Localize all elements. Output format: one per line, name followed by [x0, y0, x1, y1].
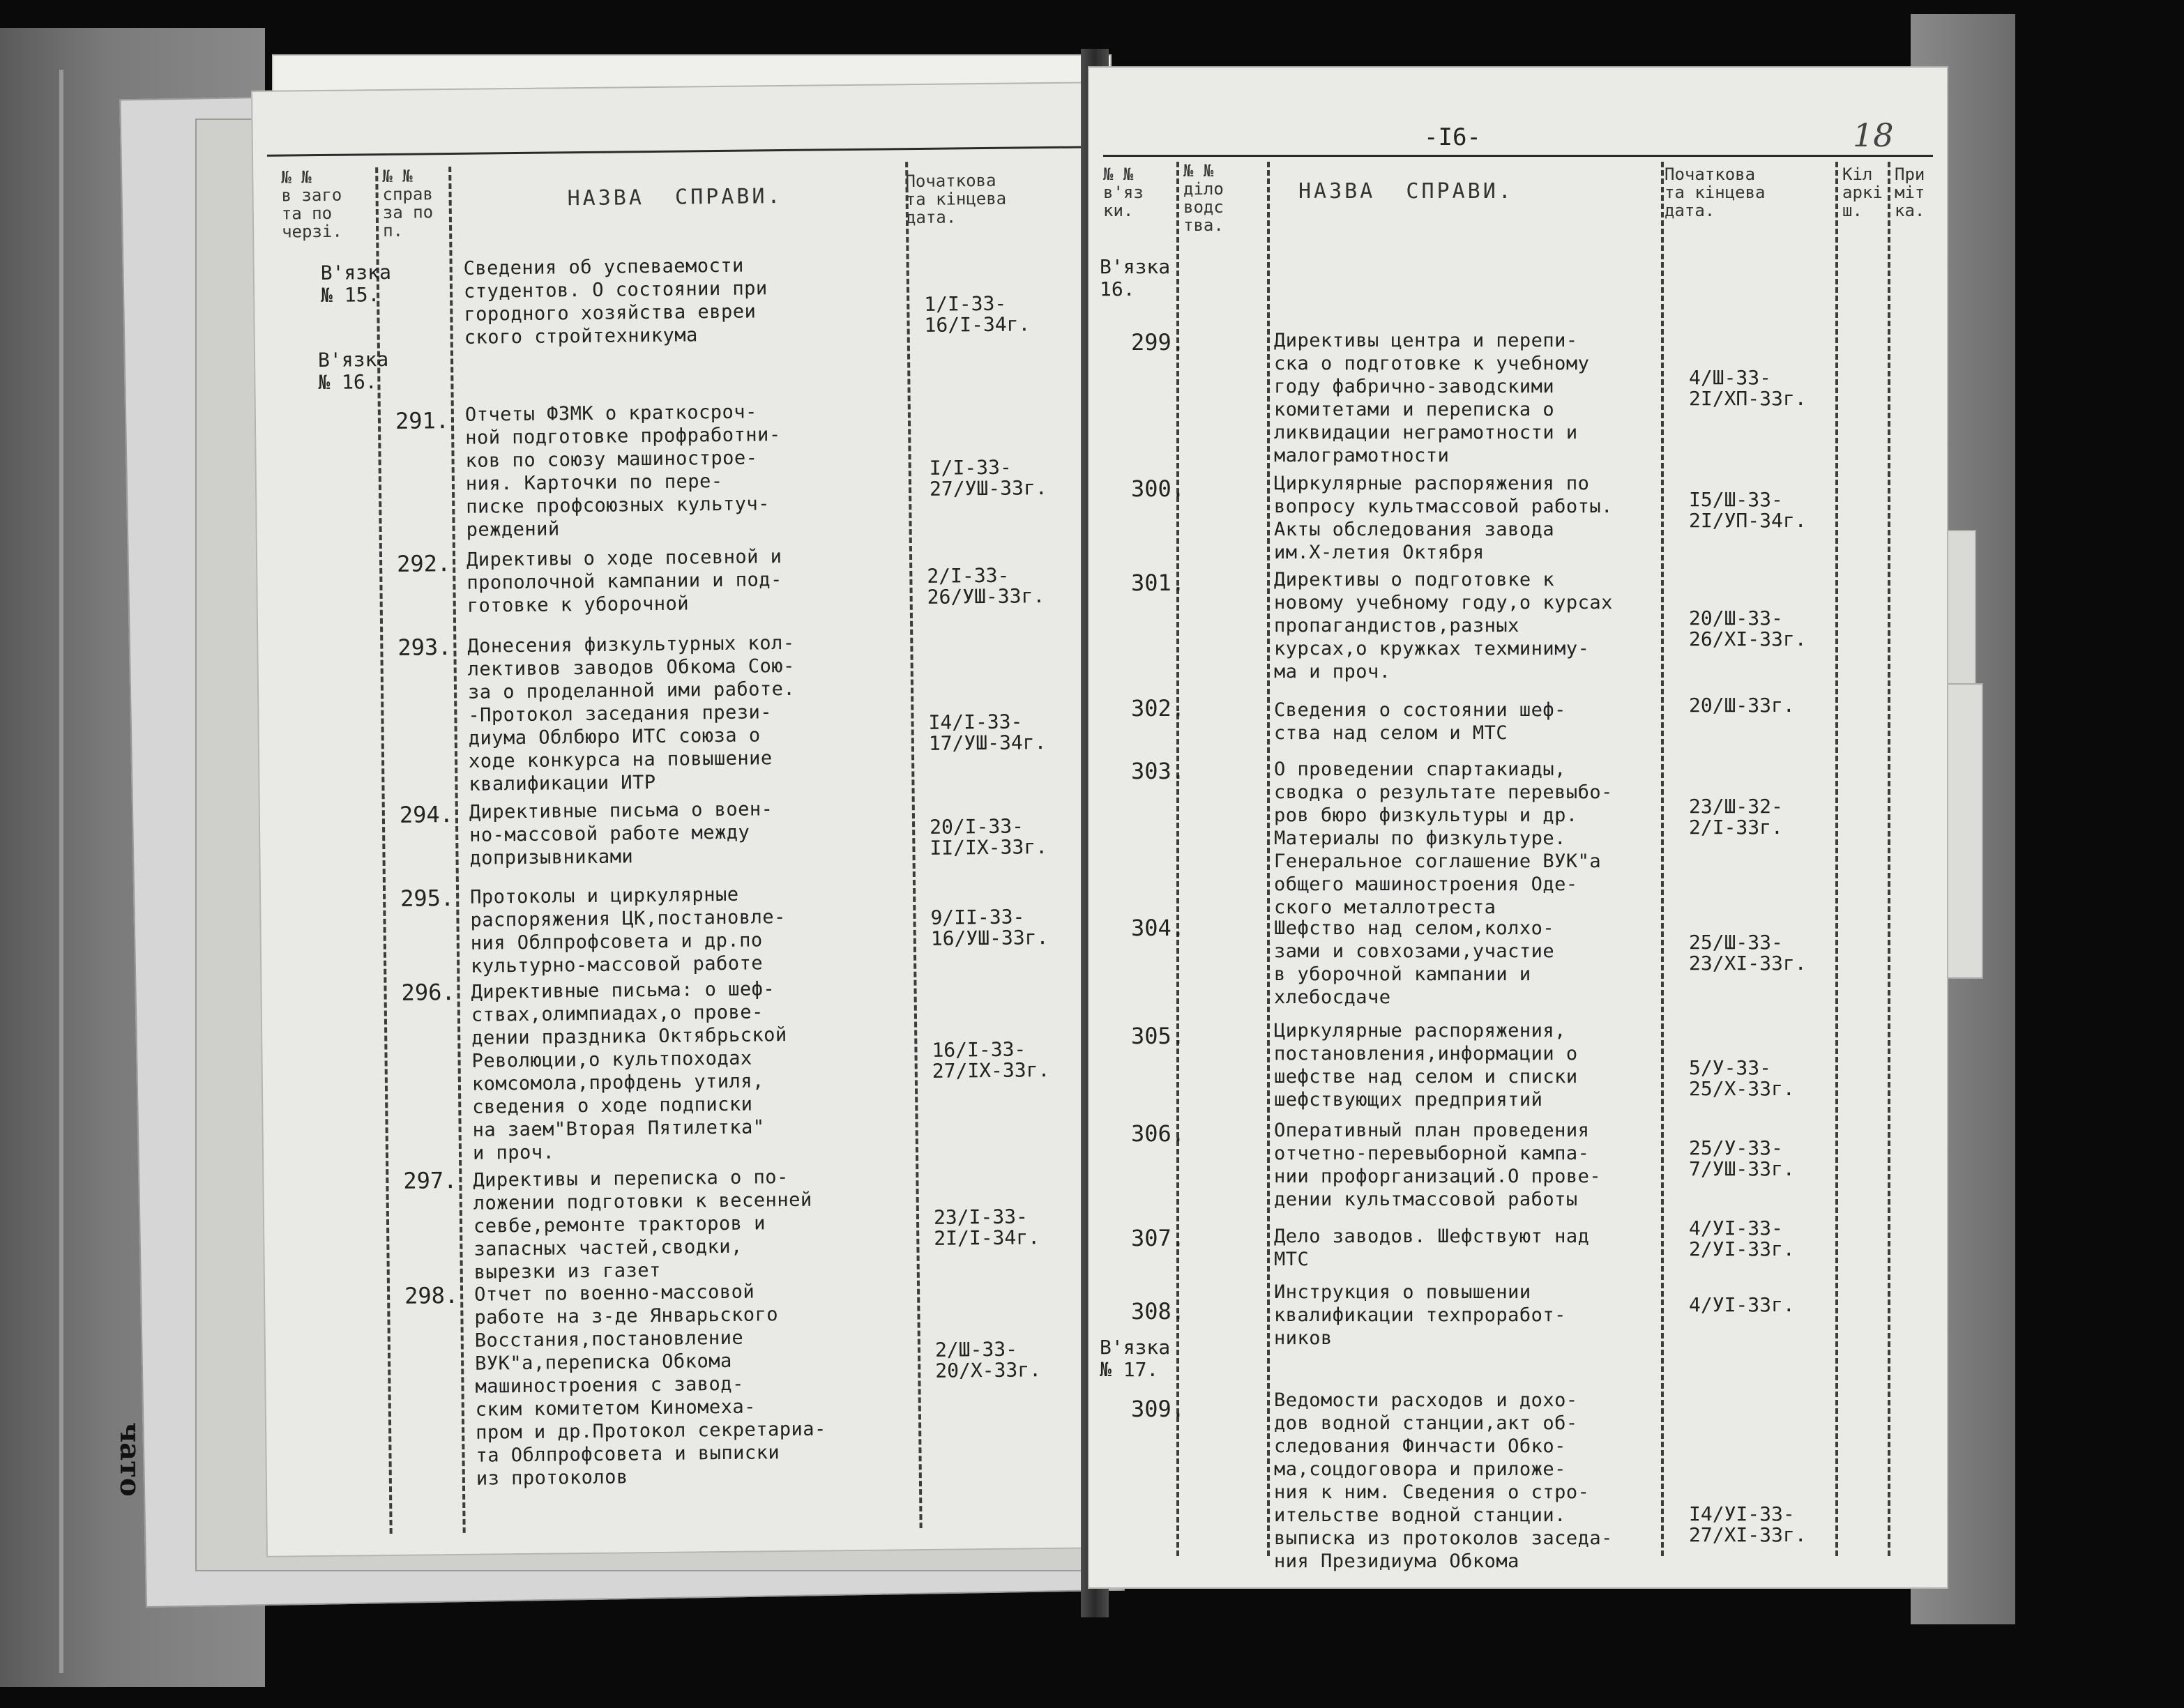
- row-title: Отчет по военно-массовой работе на з-де Январьского Восстания,постановление ВУК"а,переписка Обкома машиностроения с завод- ским комитетом Киномеха- пром и др.Протокол секретариа- та Облпрофсовета и выписки из протоколов: [473, 1281, 826, 1490]
- row-date: I4/I-33- 17/УШ-34г.: [928, 710, 1047, 755]
- row-number: 297.: [403, 1166, 457, 1194]
- row-date: 25/У-33- 7/УШ-33г.: [1689, 1136, 1795, 1180]
- row-number: 304.: [1131, 915, 1185, 941]
- row-title: Директивные письма о воен- но-массовой работе между допризывниками: [469, 798, 773, 869]
- row-title: Директивы о подготовке к новому учебному году,о курсах пропагандистов,разных курсах,о кружках техминиму- ма и проч.: [1274, 569, 1613, 683]
- binder-spine-label: чато: [114, 1422, 146, 1497]
- row-date: 1/I-33- 16/I-34г.: [924, 291, 1031, 337]
- row-date: 16/I-33- 27/IX-33г.: [932, 1037, 1050, 1083]
- row-date: 9/II-33- 16/УШ-33г.: [930, 905, 1049, 950]
- header-col-bundle: № № в'яз ки.: [1103, 165, 1144, 220]
- row-title: Инструкция о повышении квалификации техпроработ- ников: [1274, 1281, 1566, 1349]
- row-title: Директивные письма: о шеф- ствах,олимпиадах,о прове- дении праздника Октябрьской Революции,о культпоходах комсомола,профдень утиля, сведения о ходе подписки на заем"Вторая Пятилетка" и проч.: [471, 978, 787, 1164]
- row-number: 298.: [404, 1281, 459, 1309]
- column-divider: [1176, 162, 1179, 1556]
- row-title: Циркулярные распоряжения, постановления,информации о шефстве над селом и списки шефствующих предприятий: [1274, 1020, 1578, 1111]
- column-divider: [1888, 162, 1890, 1556]
- row-title: Директивы о ходе посевной и прополочной кампании и под- готовке к уборочной: [466, 546, 782, 617]
- right-page: [1088, 66, 1948, 1589]
- row-date: 4/Ш-33- 2I/XП-33г.: [1689, 366, 1807, 410]
- row-title: Дело заводов. Шефствуют над МТС: [1274, 1226, 1590, 1270]
- row-title: Сведения о состоянии шеф- ства над селом и МТС: [1274, 699, 1566, 744]
- row-number: 296.: [401, 979, 455, 1006]
- bundle-label: В'язка 16.: [1100, 255, 1171, 300]
- row-number: 302.: [1131, 695, 1185, 722]
- row-title: Шефство над селом,колхо- зами и совхозами,участие в уборочной кампании и хлебосдаче: [1274, 917, 1555, 1008]
- header-col-sheets: Кіл аркі ш.: [1842, 165, 1883, 220]
- row-title: Сведения об успеваемости студентов. О состоянии при городного хозяйства евреи ского стройтехникума: [463, 254, 768, 349]
- bundle-label: В'язка № 17.: [1100, 1336, 1171, 1381]
- page-number: -I6-: [1424, 123, 1481, 151]
- row-title: Протоколы и циркулярные распоряжения ЦК,постановле- ния Облпрофсовета и др.по культурно-массовой работе: [469, 883, 787, 977]
- header-col-title: НАЗВА СПРАВИ.: [567, 184, 783, 211]
- archive-folio-number: 18: [1853, 116, 1894, 154]
- row-number: 293.: [397, 634, 452, 661]
- row-date: 4/УI-33- 2/УI-33г.: [1689, 1217, 1795, 1260]
- row-date: 20/Ш-33- 26/XI-33г.: [1689, 607, 1807, 650]
- row-title: Циркулярные распоряжения по вопросу культмассовой работы. Акты обследования завода им.X-летия Октября: [1274, 473, 1613, 563]
- row-date: I4/УI-33- 27/XI-33г.: [1689, 1502, 1807, 1546]
- column-divider: [448, 167, 466, 1533]
- row-date: I/I-33- 27/УШ-33г.: [929, 455, 1047, 501]
- column-divider: [905, 162, 923, 1528]
- row-number: 294.: [399, 801, 454, 828]
- header-col-dates: Початкова та кінцева дата.: [905, 170, 1007, 228]
- row-number: 303.: [1131, 758, 1185, 784]
- row-date: 2/Ш-33- 20/X-33г.: [934, 1337, 1042, 1382]
- row-date: 20/Ш-33г.: [1689, 694, 1795, 717]
- row-date: 4/УI-33г.: [1689, 1293, 1795, 1316]
- header-col-title: НАЗВА СПРАВИ.: [1298, 179, 1514, 204]
- header-col-queue-number: № № в заго та по черзі.: [281, 167, 342, 242]
- row-title: Директивы центра и перепи- ска о подготовке к учебному году фабрично-заводскими комитетами и переписка о ликвидации неграмотности и малограмотности: [1274, 330, 1590, 466]
- row-number: 305.: [1131, 1023, 1185, 1049]
- row-number: 291.: [395, 407, 450, 434]
- row-date: 23/Ш-32- 2/I-33г.: [1689, 795, 1783, 839]
- row-title: Директивы и переписка о по- ложении подготовки к весенней севбе,ремонте тракторов и запасных частей,сводки, вырезки из газет: [473, 1166, 812, 1283]
- column-divider: [1267, 162, 1270, 1556]
- row-date: 23/I-33- 2I/I-34г.: [933, 1205, 1040, 1250]
- binder-stitching: [59, 70, 63, 1673]
- row-title: О проведении спартакиады, сводка о результате перевыбо- ров бюро физкультуры и др. Материалы по физкультуре. Генеральное соглашение ВУК"а общего машиностроения Оде- ского металлотреста: [1274, 758, 1613, 918]
- header-col-file-number: № № справ за по п.: [382, 166, 434, 241]
- row-number: 307.: [1131, 1225, 1185, 1251]
- left-page: [251, 82, 1127, 1557]
- row-title: Отчеты ФЗМК о краткосроч- ной подготовке профработни- ков по союзу машиностроe- ния. Карточки по пере- писке профсоюзных культуч- реждений: [464, 401, 781, 541]
- row-number: 301.: [1131, 570, 1185, 596]
- row-number: 295.: [400, 885, 455, 912]
- row-date: I5/Ш-33- 2I/УП-34г.: [1689, 488, 1807, 532]
- row-number: 308.: [1131, 1298, 1185, 1325]
- row-number: 306.: [1131, 1120, 1185, 1147]
- header-rule: [267, 146, 1097, 156]
- row-number: 299.: [1131, 329, 1185, 356]
- row-title: Оперативный план проведения отчетно-перевыборной кампа- нии профорганизаций.О прове- дении культмассовой работы: [1274, 1120, 1602, 1210]
- row-date: 20/I-33- II/IX-33г.: [929, 814, 1048, 860]
- row-number: 309.: [1131, 1396, 1185, 1422]
- row-title: Ведомости расходов и дохо- дов водной станции,акт об- следования Финчасти Обко- ма,соцдоговора и приложе- ния к ним. Сведения о стро- ительстве водной станции. выписка из протоколов заседа- ния Президиума Обкома: [1274, 1389, 1613, 1572]
- row-number: 300.: [1131, 475, 1185, 502]
- header-col-dates: Початкова та кінцева дата.: [1664, 165, 1766, 220]
- row-date: 2/I-33- 26/УШ-33г.: [927, 563, 1045, 609]
- row-date: 5/У-33- 25/X-33г.: [1689, 1056, 1795, 1100]
- bundle-label: В'язка № 15.: [320, 260, 392, 307]
- header-rule: [1103, 155, 1933, 157]
- bundle-label: В'язка № 16.: [317, 347, 389, 395]
- row-title: Донесения физкультурных кол- лективов заводов Обкома Сою- за о проделанной ими работе. -Протокол заседания прези- диума Облбюро ИТС союза о ходе конкурса на повышение квалификации ИТР: [467, 632, 796, 795]
- header-col-case-number: № № діло водс тва.: [1183, 161, 1224, 235]
- row-date: 25/Ш-33- 23/XI-33г.: [1689, 931, 1807, 975]
- header-col-notes: При міт ка.: [1895, 165, 1925, 220]
- row-number: 292.: [396, 550, 451, 577]
